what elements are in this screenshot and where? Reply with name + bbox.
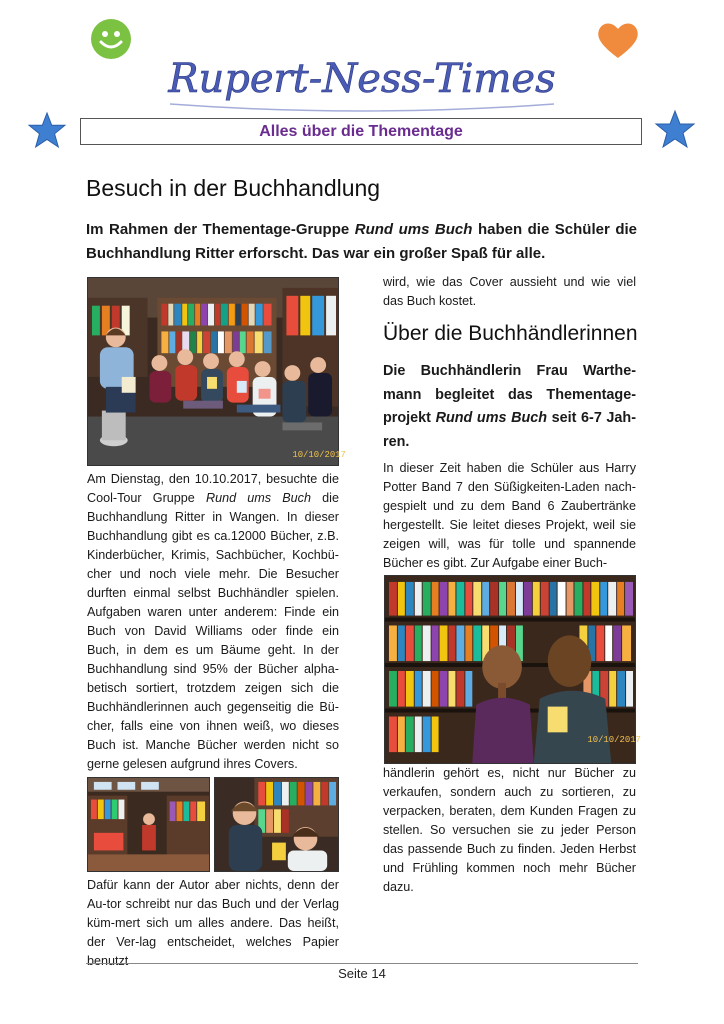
photo-children-reading <box>214 777 339 872</box>
lead-text: haben die Schüler die Buchhandlung Ritter erforscht. Das war ein großer Spaß für alle. <box>86 221 638 262</box>
photo-group-bookshop <box>87 277 346 466</box>
paragraph-text: die Buchhandlung Ritter in Wangen. In dieser Buchhandlung gibt es ca.12000 Bücher, z.B. Kinderbücher, Krimis, Sachbücher, Kochbü-cher und noch viele mehr. Die Besucher durften einmal selbst Buchhändler spielen. Aufgaben waren unter anderem: Finde ein Buch von David Williams oder finde ein Buch, in dem es um Bäume geht. In der Buchhandlung sind 95% der Bücher alpha-betisch sortiert, trotzdem zeigen sich die Buchhändlerinnen auch gegenseitig die Bü-cher, falls eine von ihnen weiß, wo dieses Buch ist. Manche Bücher werden nicht so gerne gelesen aufgrund ihres Covers. <box>87 491 339 771</box>
paragraph-emphasis: Rund ums Buch <box>205 491 311 505</box>
paragraph-text: Am Dienstag, den 10.10.2017, besuchte die Cool-Tour Gruppe <box>87 472 339 505</box>
left-paragraph-1 <box>87 470 339 774</box>
banner-text: Alles über die Thementage <box>259 123 463 140</box>
right-paragraph-2: In dieser Zeit haben die Schüler aus Harry Potter Band 7 den Süßigkeiten-Laden nach-gespielt und zu dem Band 6 Zaubertränke hergestellt. Sie leitet dieses Projekt, weil sie zeigen will, was für tolle und spannende Bücher es gibt. Zur Aufgabe einer Buch- <box>383 461 636 570</box>
photo-girls-at-shelves <box>384 575 641 764</box>
star-icon <box>655 110 695 148</box>
date-stamp: 10/10/2017 <box>587 735 641 746</box>
article-title: Besuch in der Buchhandlung <box>86 175 381 201</box>
section-subheading: Über die Buchhändlerinnen <box>383 322 638 345</box>
left-paragraph-2: Dafür kann der Autor aber nichts, denn der Au-tor schreibt nur das Buch und der Verlag küm-mert sich um alles andere. Das heißt, der Ver-lag entscheidet, welches Papier benutzt <box>87 878 339 968</box>
footer-divider <box>86 963 638 964</box>
article-lead <box>86 218 637 266</box>
star-icon <box>28 112 66 148</box>
section-lead <box>383 360 636 454</box>
lead-text: Die Buchhändlerin Frau Warthe-mann begleitet das Thementage-projekt <box>383 363 636 426</box>
date-stamp: 10/10/2017 <box>292 450 346 461</box>
lead-emphasis: Rund ums Buch <box>435 410 548 426</box>
photo-bookshop-interior <box>87 777 210 872</box>
right-paragraph-3: händlerin gehört es, nicht nur Bücher zu verkaufen, sondern auch zu sortieren, zu verpacken, beraten, dem Kunden Fragen zu stellen. So versuchen sie zu jeder Person das passende Buch zu finden. Jeden Herbst und Frühling kommen noch mehr Bücher dazu. <box>383 766 636 894</box>
right-paragraph-1: wird, wie das Cover aussieht und wie viel das Buch kostet. <box>383 275 636 308</box>
masthead-title: Rupert-Ness-Times <box>168 56 556 102</box>
masthead <box>150 44 574 114</box>
smiley-icon <box>90 18 132 60</box>
section-banner <box>80 118 642 145</box>
lead-emphasis: Rund ums Buch <box>354 221 473 238</box>
page-number: Seite 14 <box>338 966 386 981</box>
lead-text: Im Rahmen der Thementage-Gruppe <box>86 221 355 238</box>
heart-icon <box>596 20 640 60</box>
lead-text: seit 6-7 Jah-ren. <box>383 410 636 450</box>
